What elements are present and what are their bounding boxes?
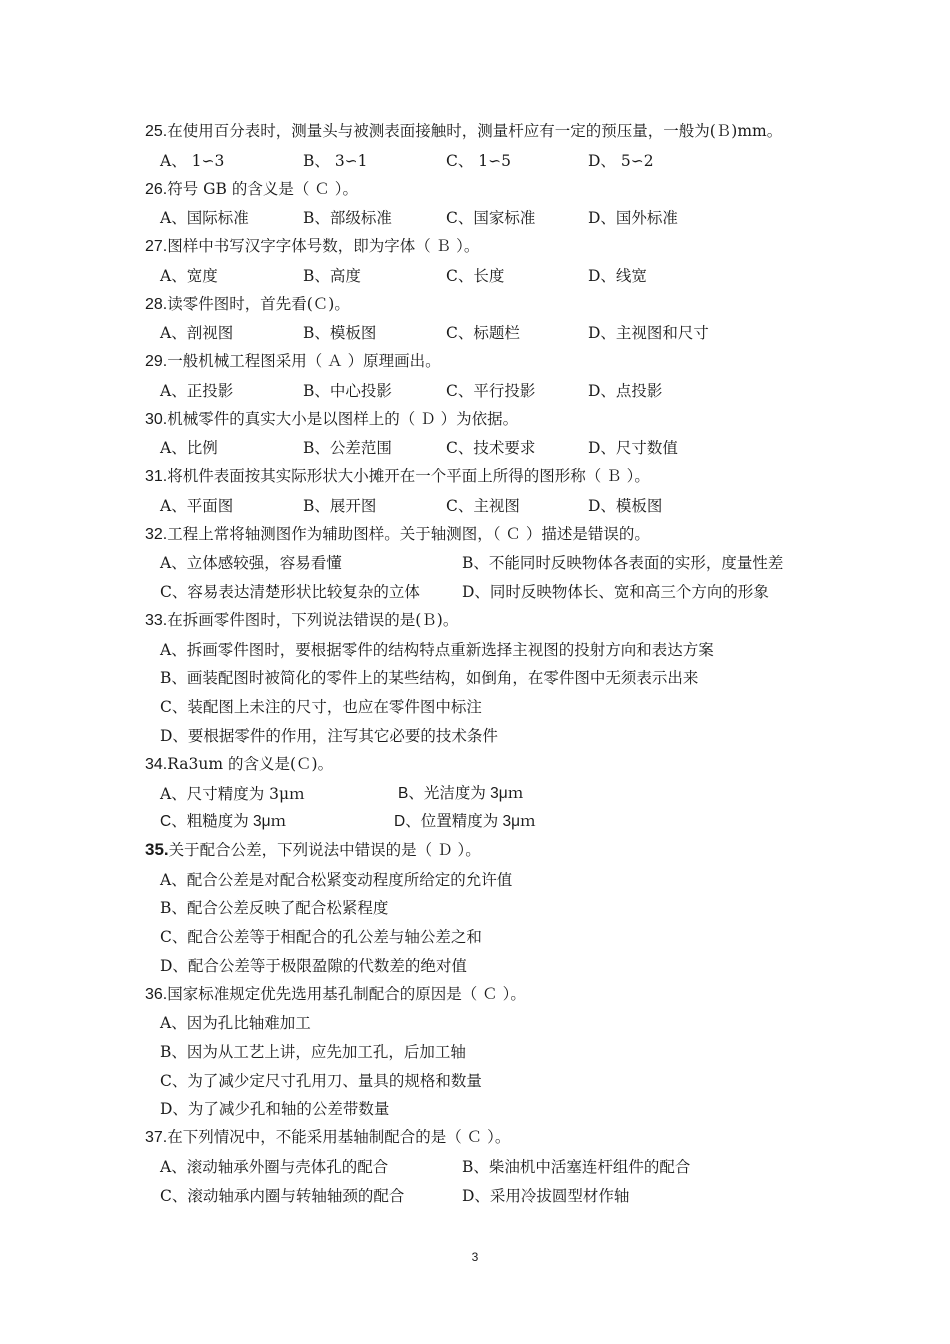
option-a: A、比例 [160, 439, 218, 457]
option-c: C、技术要求 [446, 439, 536, 457]
question-number: 25. [145, 123, 168, 140]
question-33 [145, 610, 458, 631]
option-b: B、中心投影 [303, 382, 392, 400]
option-a: A、滚动轴承外圈与壳体孔的配合 [160, 1158, 389, 1176]
option-a: A、剖视图 [160, 324, 234, 342]
question-number: 36. [145, 986, 168, 1003]
question-text: 在使用百分表时，测量头与被测表面接触时，测量杆应有一定的预压量，一般为(Ｂ)mm。 [167, 122, 783, 140]
option-b: B、展开图 [303, 497, 377, 515]
option-c: C、 1∽5 [446, 152, 511, 170]
option-b: B、模板图 [303, 324, 377, 342]
option-c: C、配合公差等于相配合的孔公差与轴公差之和 [160, 928, 482, 946]
question-number: 34. [145, 756, 168, 773]
option-b: B、画装配图时被简化的零件上的某些结构，如倒角，在零件图中无须表示出来 [160, 669, 699, 687]
question-text: 符号 GB 的含义是（ Ｃ ）。 [167, 180, 358, 198]
option-a: A、正投影 [160, 382, 234, 400]
option-a: A、因为孔比轴难加工 [160, 1014, 311, 1032]
option-c: C、粗糙度为 3μｍ [160, 813, 287, 830]
option-d: D、位置精度为 3μｍ [394, 813, 536, 830]
option-c: C、平行投影 [446, 382, 536, 400]
option-b: B、 3∽1 [303, 152, 368, 170]
option-a: A、国际标准 [160, 209, 249, 227]
option-d: D、 5∽2 [588, 152, 654, 170]
option-c: C、长度 [446, 267, 505, 285]
question-number: 27. [145, 238, 168, 255]
question-35 [145, 840, 481, 860]
question-text: 在拆画零件图时，下列说法错误的是(Ｂ)。 [167, 611, 459, 629]
question-text: 在下列情况中，不能采用基轴制配合的是（ Ｃ ）。 [167, 1128, 511, 1146]
option-c: C、装配图上未注的尺寸，也应在零件图中标注 [160, 698, 482, 716]
option-c: C、主视图 [446, 497, 520, 515]
question-number: 35. [145, 840, 169, 859]
option-d: D、主视图和尺寸 [588, 324, 709, 342]
question-number: 37. [145, 1129, 168, 1146]
question-number: 33. [145, 612, 168, 629]
option-c: C、滚动轴承内圈与转轴轴颈的配合 [160, 1187, 405, 1205]
question-text: 机械零件的真实大小是以图样上的（ Ｄ ）为依据。 [167, 410, 519, 428]
option-d: D、配合公差等于极限盈隙的代数差的绝对值 [160, 957, 467, 975]
option-b: B、高度 [303, 267, 361, 285]
option-c: C、国家标准 [446, 209, 536, 227]
question-27 [145, 236, 479, 257]
option-c: C、为了减少定尺寸孔用刀、量具的规格和数量 [160, 1072, 482, 1090]
option-a: A、配合公差是对配合松紧变动程度所给定的允许值 [160, 871, 513, 889]
option-b: B、部级标准 [303, 209, 392, 227]
option-c: C、容易表达清楚形状比较复杂的立体 [160, 583, 420, 601]
question-28 [145, 294, 350, 315]
question-text: 关于配合公差，下列说法中错误的是（ Ｄ ）。 [168, 841, 481, 859]
page-number: 3 [471, 1250, 479, 1264]
option-d: D、同时反映物体长、宽和高三个方向的形象 [462, 583, 769, 601]
option-c: C、标题栏 [446, 324, 520, 342]
question-30 [145, 409, 518, 430]
option-d: D、采用冷拔圆型材作轴 [462, 1187, 630, 1205]
option-a: A、宽度 [160, 267, 218, 285]
question-25 [145, 121, 782, 142]
question-text: 工程上常将轴测图作为辅助图样。关于轴测图，（ Ｃ ）描述是错误的。 [167, 525, 650, 543]
question-number: 31. [145, 468, 168, 485]
option-a: A、尺寸精度为 3μｍ [160, 785, 305, 803]
question-text: 图样中书写汉字字体号数，即为字体（ Ｂ ）。 [167, 237, 480, 255]
question-text: 将机件表面按其实际形状大小摊开在一个平面上所得的图形称（ Ｂ ）。 [167, 467, 650, 485]
question-36 [145, 984, 526, 1005]
option-a: A、 1∽3 [160, 152, 225, 170]
question-34 [145, 754, 333, 775]
question-number: 32. [145, 526, 168, 543]
question-text: Ra3um 的含义是(Ｃ)。 [167, 755, 334, 773]
option-a: A、拆画零件图时，要根据零件的结构特点重新选择主视图的投射方向和表达方案 [160, 641, 714, 659]
option-b: B、因为从工艺上讲，应先加工孔，后加工轴 [160, 1043, 466, 1061]
question-number: 30. [145, 411, 168, 428]
question-37 [145, 1127, 510, 1148]
question-32 [145, 524, 650, 545]
option-d: D、尺寸数值 [588, 439, 678, 457]
option-d: D、线宽 [588, 267, 647, 285]
question-text: 国家标准规定优先选用基孔制配合的原因是（ Ｃ ）。 [167, 985, 526, 1003]
option-a: A、平面图 [160, 497, 234, 515]
question-26 [145, 179, 358, 200]
option-d: D、点投影 [588, 382, 663, 400]
option-b: B、公差范围 [303, 439, 392, 457]
option-b: B、柴油机中活塞连杆组件的配合 [462, 1158, 691, 1176]
option-a: A、立体感较强，容易看懂 [160, 554, 342, 572]
option-b: B、光洁度为 3μｍ [398, 785, 524, 802]
option-d: D、为了减少孔和轴的公差带数量 [160, 1100, 390, 1118]
question-number: 29. [145, 353, 168, 370]
question-29 [145, 351, 441, 372]
option-d: D、模板图 [588, 497, 663, 515]
question-text: 一般机械工程图采用（ Ａ ）原理画出。 [167, 352, 441, 370]
option-b: B、不能同时反映物体各表面的实形，度量性差 [462, 554, 784, 572]
option-b: B、配合公差反映了配合松紧程度 [160, 899, 389, 917]
question-31 [145, 466, 650, 487]
option-d: D、国外标准 [588, 209, 678, 227]
question-number: 28. [145, 296, 168, 313]
question-number: 26. [145, 181, 168, 198]
question-text: 读零件图时，首先看(Ｃ)。 [167, 295, 350, 313]
option-d: D、要根据零件的作用，注写其它必要的技术条件 [160, 727, 498, 745]
